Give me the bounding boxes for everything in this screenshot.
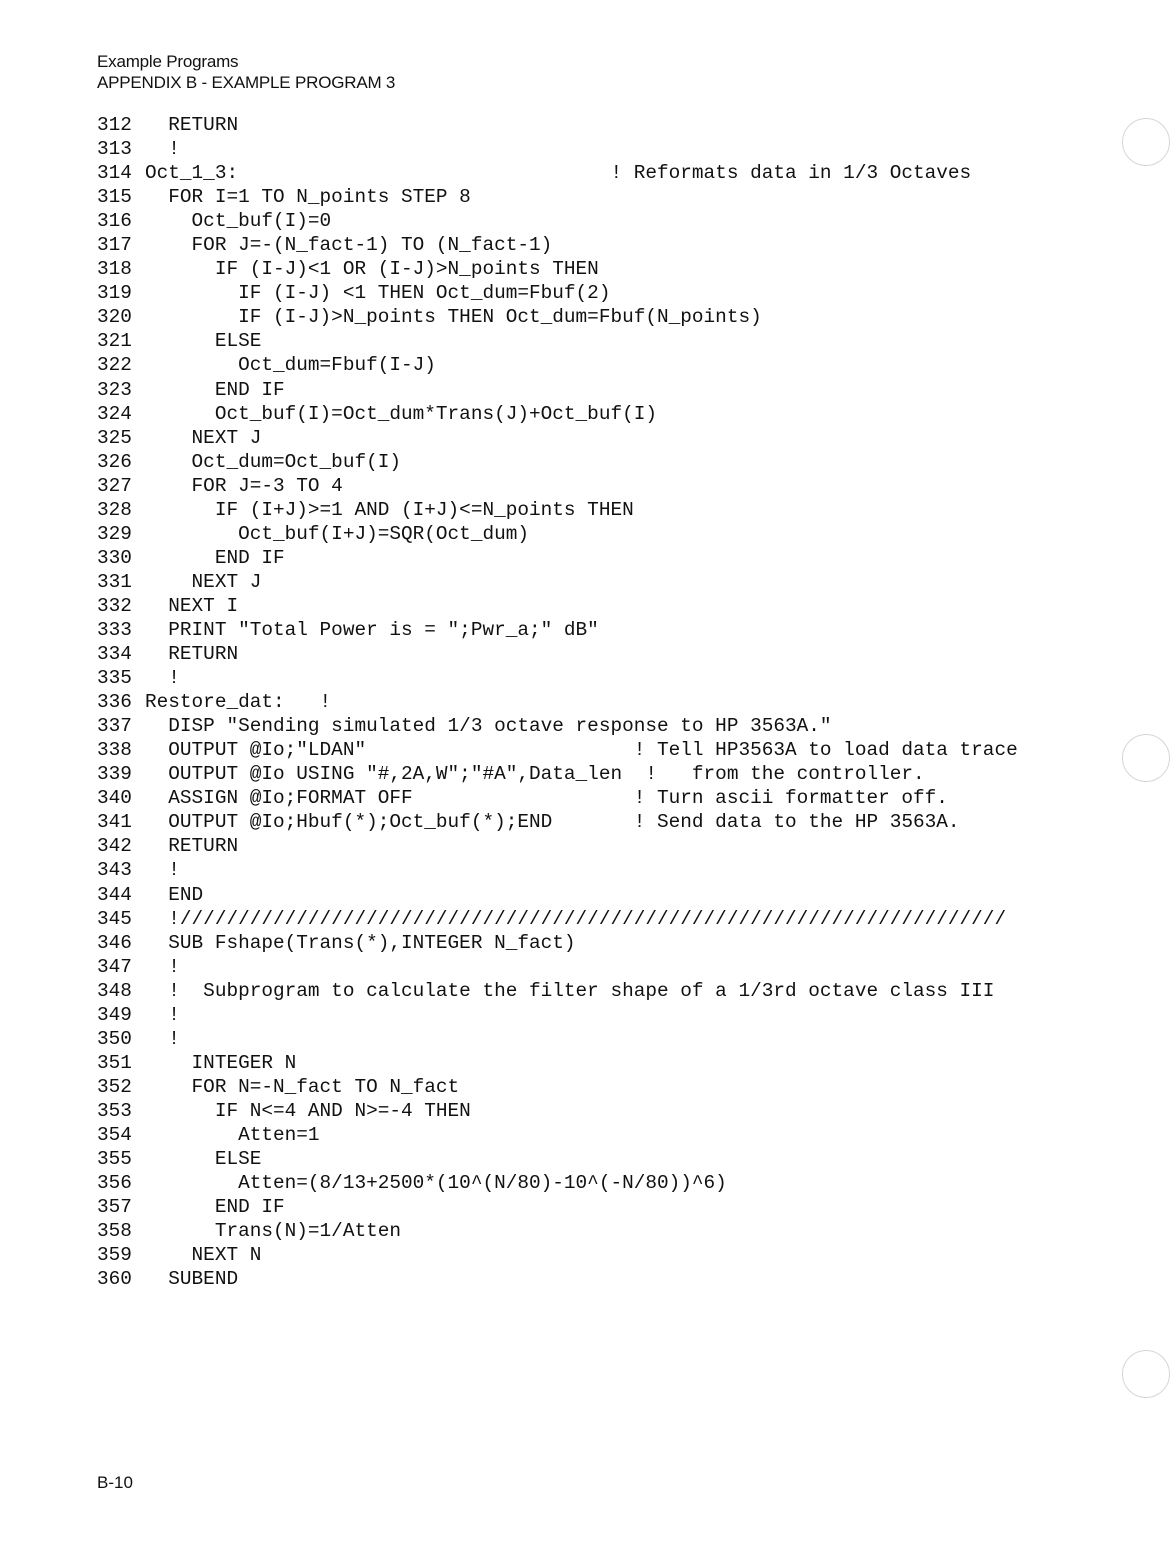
code-line (97, 955, 1018, 979)
code-text: ! (145, 859, 180, 882)
code-line (97, 1123, 1018, 1147)
code-line (97, 1219, 1018, 1243)
line-number: 359 (97, 1244, 132, 1267)
code-line (97, 1147, 1018, 1171)
section-title: Example Programs (97, 52, 239, 71)
line-number: 349 (97, 1003, 132, 1026)
code-text: Atten=(8/13+2500*(10^(N/80)-10^(-N/80))^6) (145, 1172, 727, 1195)
line-number: 352 (97, 1075, 132, 1098)
code-text: Oct_buf(I)=Oct_dum*Trans(J)+Oct_buf(I) (145, 402, 657, 425)
code-text: SUBEND (145, 1268, 239, 1291)
line-number: 325 (97, 426, 132, 449)
line-number: 338 (97, 739, 132, 762)
line-number: 315 (97, 186, 132, 209)
code-text: FOR N=-N_fact TO N_fact (145, 1075, 460, 1098)
code-text: NEXT N (145, 1244, 262, 1267)
code-text: Oct_buf(I)=0 (145, 210, 332, 233)
code-text: NEXT J (145, 570, 262, 593)
code-text: IF (I+J)>=1 AND (I+J)<=N_points THEN (145, 498, 634, 521)
code-line (97, 185, 1018, 209)
code-line (97, 738, 1018, 762)
code-text: !/////////////////////////////////////////////////////////////////////// (145, 907, 1007, 930)
code-line (97, 666, 1018, 690)
code-text: END IF (145, 1196, 285, 1219)
punch-hole (1122, 118, 1170, 166)
line-number: 337 (97, 715, 132, 738)
code-line (97, 402, 1018, 426)
code-line (97, 979, 1018, 1003)
line-number: 330 (97, 546, 132, 569)
code-line (97, 762, 1018, 786)
code-text: Oct_1_3: ! Reformats data in 1/3 Octaves (145, 162, 972, 185)
line-number: 321 (97, 330, 132, 353)
code-text: IF (I-J) <1 THEN Oct_dum=Fbuf(2) (145, 282, 611, 305)
line-number: 335 (97, 667, 132, 690)
code-line (97, 1075, 1018, 1099)
line-number: 340 (97, 787, 132, 810)
line-number: 314 (97, 162, 132, 185)
code-line (97, 522, 1018, 546)
code-text: PRINT "Total Power is = ";Pwr_a;" dB" (145, 618, 599, 641)
code-text: END IF (145, 546, 285, 569)
code-text: ELSE (145, 330, 262, 353)
line-number: 322 (97, 354, 132, 377)
code-line (97, 858, 1018, 882)
code-text: ! (145, 1027, 180, 1050)
code-line (97, 642, 1018, 666)
line-number: 313 (97, 138, 132, 161)
line-number: 326 (97, 450, 132, 473)
code-text: RETURN (145, 835, 239, 858)
line-number: 354 (97, 1123, 132, 1146)
code-line (97, 1099, 1018, 1123)
page-number: B-10 (97, 1473, 133, 1492)
line-number: 357 (97, 1196, 132, 1219)
code-text: ! (145, 667, 180, 690)
code-line (97, 786, 1018, 810)
code-line (97, 714, 1018, 738)
code-text: ! Subprogram to calculate the filter shape of a 1/3rd octave class III (145, 979, 995, 1002)
code-line (97, 907, 1018, 931)
line-number: 333 (97, 618, 132, 641)
code-text: RETURN (145, 643, 239, 666)
code-line (97, 1027, 1018, 1051)
code-line (97, 594, 1018, 618)
line-number: 317 (97, 234, 132, 257)
code-line (97, 450, 1018, 474)
line-number: 331 (97, 570, 132, 593)
code-line (97, 690, 1018, 714)
code-line (97, 233, 1018, 257)
code-text: Oct_buf(I+J)=SQR(Oct_dum) (145, 522, 529, 545)
code-line (97, 137, 1018, 161)
punch-hole (1122, 734, 1170, 782)
code-text: IF N<=4 AND N>=-4 THEN (145, 1099, 471, 1122)
code-line (97, 329, 1018, 353)
line-number: 339 (97, 763, 132, 786)
code-text: Atten=1 (145, 1123, 320, 1146)
code-text: ! (145, 1003, 180, 1026)
code-line (97, 281, 1018, 305)
code-text: Oct_dum=Fbuf(I-J) (145, 354, 436, 377)
code-text: INTEGER N (145, 1051, 297, 1074)
line-number: 358 (97, 1220, 132, 1243)
code-line (97, 546, 1018, 570)
line-number: 356 (97, 1172, 132, 1195)
line-number: 344 (97, 883, 132, 906)
code-line (97, 1267, 1018, 1291)
code-line (97, 257, 1018, 281)
code-text: OUTPUT @Io USING "#,2A,W";"#A",Data_len ! from the controller. (145, 763, 925, 786)
program-listing (97, 113, 1018, 1291)
code-text: Trans(N)=1/Atten (145, 1220, 401, 1243)
line-number: 343 (97, 859, 132, 882)
code-text: OUTPUT @Io;"LDAN" ! Tell HP3563A to load data trace (145, 739, 1018, 762)
line-number: 348 (97, 979, 132, 1002)
code-line (97, 883, 1018, 907)
line-number: 347 (97, 955, 132, 978)
code-line (97, 834, 1018, 858)
line-number: 323 (97, 378, 132, 401)
line-number: 341 (97, 811, 132, 834)
code-line (97, 1171, 1018, 1195)
line-number: 320 (97, 306, 132, 329)
line-number: 316 (97, 210, 132, 233)
code-text: IF (I-J)>N_points THEN Oct_dum=Fbuf(N_points) (145, 306, 762, 329)
code-text: ! (145, 138, 180, 161)
code-text: END (145, 883, 204, 906)
line-number: 351 (97, 1051, 132, 1074)
code-line (97, 1243, 1018, 1267)
line-number: 336 (97, 691, 132, 714)
code-line (97, 305, 1018, 329)
line-number: 353 (97, 1099, 132, 1122)
code-text: IF (I-J)<1 OR (I-J)>N_points THEN (145, 258, 599, 281)
code-text: DISP "Sending simulated 1/3 octave response to HP 3563A." (145, 715, 832, 738)
code-text: Oct_dum=Oct_buf(I) (145, 450, 401, 473)
code-line (97, 1051, 1018, 1075)
line-number: 318 (97, 258, 132, 281)
code-line (97, 618, 1018, 642)
code-line (97, 474, 1018, 498)
code-text: FOR J=-(N_fact-1) TO (N_fact-1) (145, 234, 553, 257)
line-number: 345 (97, 907, 132, 930)
line-number: 346 (97, 931, 132, 954)
code-text: END IF (145, 378, 285, 401)
line-number: 327 (97, 474, 132, 497)
line-number: 329 (97, 522, 132, 545)
code-text: NEXT J (145, 426, 262, 449)
code-text: RETURN (145, 114, 239, 136)
code-text: Restore_dat: ! (145, 691, 332, 714)
line-number: 334 (97, 643, 132, 666)
line-number: 324 (97, 402, 132, 425)
line-number: 355 (97, 1148, 132, 1171)
code-line (97, 810, 1018, 834)
code-line (97, 498, 1018, 522)
line-number: 319 (97, 282, 132, 305)
line-number: 328 (97, 498, 132, 521)
line-number: 360 (97, 1268, 132, 1291)
running-header (97, 51, 395, 93)
code-line (97, 353, 1018, 377)
code-line (97, 426, 1018, 450)
code-text: ELSE (145, 1148, 262, 1171)
code-line (97, 113, 1018, 137)
appendix-title: APPENDIX B - EXAMPLE PROGRAM 3 (97, 73, 396, 92)
code-text: FOR J=-3 TO 4 (145, 474, 343, 497)
code-text: NEXT I (145, 594, 239, 617)
code-line (97, 209, 1018, 233)
line-number: 342 (97, 835, 132, 858)
line-number: 350 (97, 1027, 132, 1050)
code-text: FOR I=1 TO N_points STEP 8 (145, 186, 471, 209)
code-text: ! (145, 955, 180, 978)
code-text: ASSIGN @Io;FORMAT OFF ! Turn ascii formatter off. (145, 787, 948, 810)
line-number: 312 (97, 114, 132, 136)
code-text: SUB Fshape(Trans(*),INTEGER N_fact) (145, 931, 576, 954)
line-number: 332 (97, 594, 132, 617)
code-line (97, 1195, 1018, 1219)
code-line (97, 931, 1018, 955)
code-line (97, 161, 1018, 185)
code-line (97, 1003, 1018, 1027)
punch-hole (1122, 1350, 1170, 1398)
code-text: OUTPUT @Io;Hbuf(*);Oct_buf(*);END ! Send data to the HP 3563A. (145, 811, 960, 834)
code-line (97, 570, 1018, 594)
code-line (97, 378, 1018, 402)
